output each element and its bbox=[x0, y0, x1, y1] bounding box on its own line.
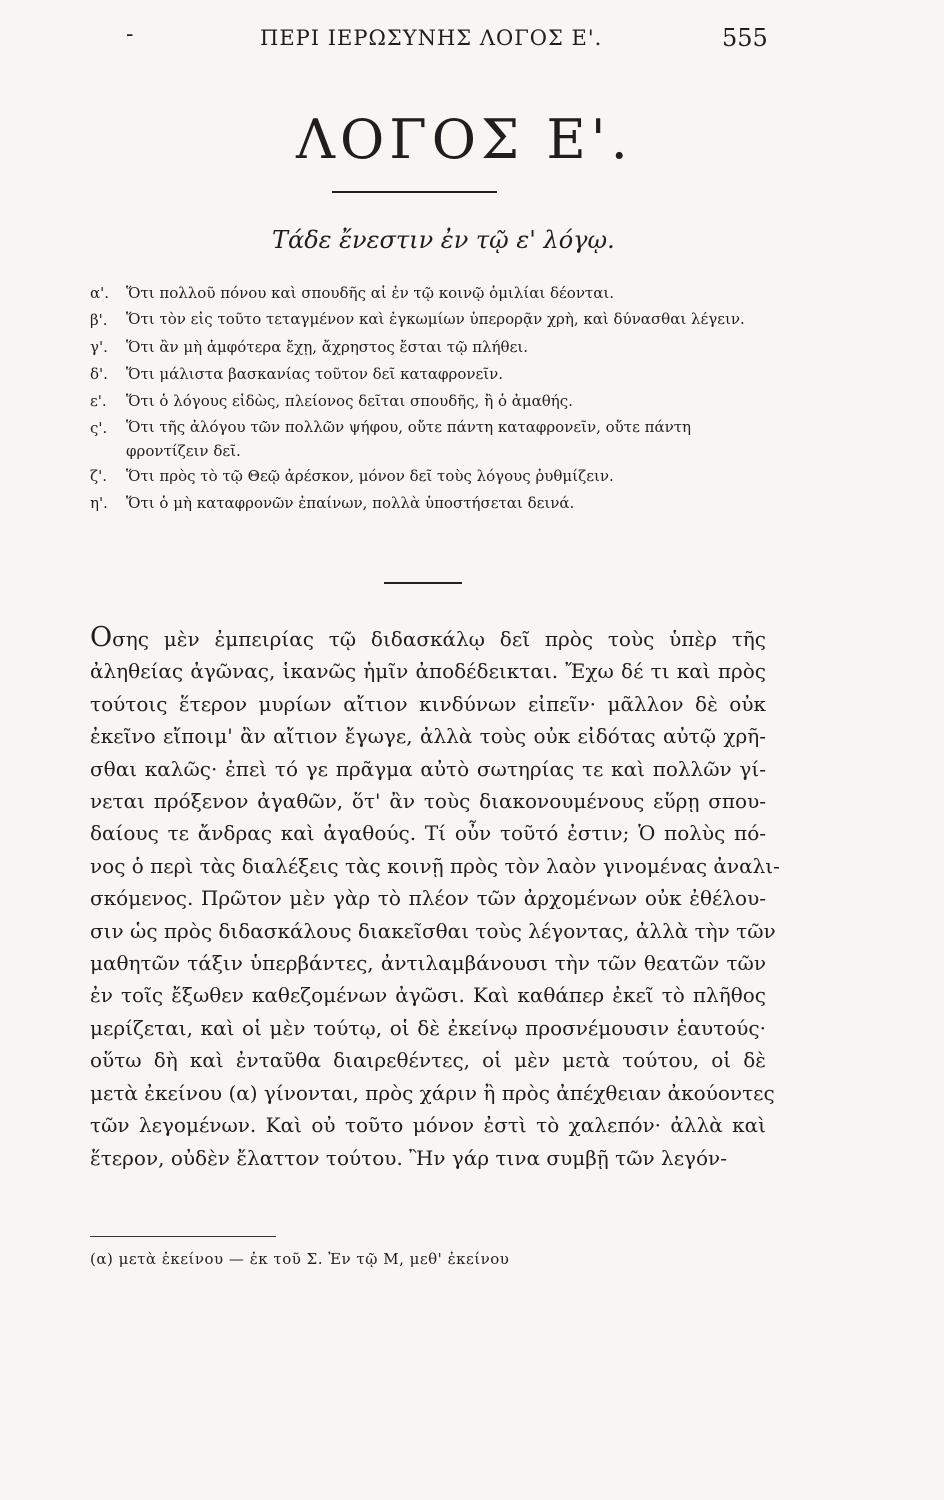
contents-item-number: α'. bbox=[90, 284, 110, 302]
body-text bbox=[90, 622, 780, 1174]
contents-item bbox=[90, 490, 770, 517]
contents-item bbox=[90, 280, 770, 307]
body-line: οὕτω δὴ καὶ ἐνταῦθα διαιρεθέντες, οἱ μὲν μετὰ τούτου, οἱ δὲ bbox=[90, 1048, 766, 1073]
contents-item-text: Ὅτι ὁ μὴ καταφρονῶν ἐπαίνων, πολλὰ ὑποστήσεται δεινά. bbox=[126, 494, 575, 512]
footnote: (α) μετὰ ἐκείνου — ἐκ τοῦ Σ. Ἐν τῷ Μ, μεθ' ἐκείνου bbox=[90, 1250, 510, 1268]
contents-item-text: Ὅτι τῆς ἀλόγου τῶν πολλῶν ψήφου, οὔτε πάντη καταφρονεῖν, οὔτε πάντη φροντίζειν δεῖ. bbox=[126, 418, 692, 460]
contents-item bbox=[90, 388, 770, 415]
contents-item-number: δ'. bbox=[90, 365, 108, 383]
body-line: ἕτερον, οὐδὲν ἔλαττον τούτου. Ἢν γάρ τινα συμβῇ τῶν λεγόν- bbox=[90, 1145, 727, 1170]
body-line: σκόμενος. Πρῶτον μὲν γὰρ τὸ πλέον τῶν ἀρχομένων οὐκ ἐθέλου- bbox=[90, 886, 766, 911]
header-dash: - bbox=[126, 22, 134, 47]
contents-item-text: Ὅτι πολλοῦ πόνου καὶ σπουδῆς αἱ ἐν τῷ κοινῷ ὁμιλίαι δέονται. bbox=[126, 284, 615, 302]
chapter-title: ΛΟΓΟΣ Ε'. bbox=[296, 108, 633, 171]
title-rule bbox=[332, 191, 497, 193]
body-line: μαθητῶν τάξιν ὑπερβάντες, ἀντιλαμβάνουσι τὴν τῶν θεατῶν τῶν bbox=[90, 951, 766, 976]
contents-item-number: ε'. bbox=[90, 392, 107, 410]
body-line bbox=[90, 622, 766, 655]
body-line: ἀληθείας ἀγῶνας, ἱκανῶς ἡμῖν ἀποδέδεικται. Ἔχω δέ τι καὶ πρὸς bbox=[90, 659, 766, 684]
body-line: μερίζεται, καὶ οἱ μὲν τούτῳ, οἱ δὲ ἐκείνῳ προσνέμουσιν ἑαυτούς· bbox=[90, 1015, 766, 1040]
contents-item-number: β'. bbox=[90, 311, 108, 329]
body-line: νος ὁ περὶ τὰς διαλέξεις τὰς κοινῇ πρὸς τὸν λαὸν γινομένας ἀναλι- bbox=[90, 853, 780, 878]
body-line: σθαι καλῶς· ἐπεὶ τό γε πρᾶγμα αὐτὸ σωτηρίας τε καὶ πολλῶν γί- bbox=[90, 756, 766, 781]
contents-item-number: γ'. bbox=[90, 338, 108, 356]
body-line: ἐκεῖνο εἴποιμ' ἂν αἴτιον ἔγωγε, ἀλλὰ τοὺς οὐκ εἰδότας αὐτῷ χρῆ- bbox=[90, 724, 766, 749]
contents-item-text: Ὅτι τὸν εἰς τοῦτο τεταγμένον καὶ ἐγκωμίων ὑπερορᾷν χρὴ, καὶ δύνασθαι λέγειν. bbox=[126, 310, 745, 328]
body-line: μετὰ ἐκείνου (α) γίνονται, πρὸς χάριν ἢ πρὸς ἀπέχθειαν ἀκούοντες bbox=[90, 1080, 775, 1105]
contents-item-text: Ὅτι ἂν μὴ ἀμφότερα ἔχῃ, ἄχρηστος ἔσται τῷ πλήθει. bbox=[126, 338, 529, 356]
contents-item bbox=[90, 334, 770, 361]
running-header: ΠΕΡΙ ΙΕΡΩΣΥΝΗΣ ΛΟΓΟΣ Ε'. bbox=[260, 26, 603, 50]
contents-item bbox=[90, 307, 770, 334]
contents-heading: Τάδε ἔνεστιν ἐν τῷ ε' λόγῳ. bbox=[272, 226, 615, 254]
body-line: σιν ὡς πρὸς διδασκάλους διακεῖσθαι τοὺς λέγοντας, ἀλλὰ τὴν τῶν bbox=[90, 918, 776, 943]
contents-item-number: ς'. bbox=[90, 419, 108, 437]
page-number: 555 bbox=[722, 24, 768, 52]
contents-item bbox=[90, 415, 770, 463]
contents-item-text: Ὅτι πρὸς τὸ τῷ Θεῷ ἀρέσκον, μόνον δεῖ τοὺς λόγους ῥυθμίζειν. bbox=[126, 467, 614, 485]
contents-item-number: ζ'. bbox=[90, 467, 108, 485]
dropcap: Ο bbox=[90, 622, 113, 653]
body-line: τῶν λεγομένων. Καὶ οὐ τοῦτο μόνον ἐστὶ τὸ χαλεπόν· ἀλλὰ καὶ bbox=[90, 1113, 766, 1138]
contents-item-text: Ὅτι μάλιστα βασκανίας τοῦτον δεῖ καταφρονεῖν. bbox=[126, 365, 504, 383]
contents-item-text: Ὅτι ὁ λόγους εἰδὼς, πλείονος δεῖται σπουδῆς, ἢ ὁ ἀμαθής. bbox=[126, 392, 573, 410]
contents-item bbox=[90, 463, 770, 490]
body-line: νεται πρόξενον ἀγαθῶν, ὅτ' ἂν τοὺς διακονουμένους εὕρῃ σπου- bbox=[90, 789, 766, 814]
contents-item-number: η'. bbox=[90, 494, 108, 512]
section-rule bbox=[384, 582, 462, 584]
footnote-rule bbox=[90, 1236, 276, 1237]
body-line: τούτοις ἕτερον μυρίων αἴτιον κινδύνων εἰπεῖν· μᾶλλον δὲ οὐκ bbox=[90, 691, 766, 716]
body-line-text: σης μὲν ἐμπειρίας τῷ διδασκάλῳ δεῖ πρὸς τοὺς ὑπὲρ τῆς bbox=[112, 627, 766, 651]
body-line: ἐν τοῖς ἔξωθεν καθεζομένων ἀγῶσι. Καὶ καθάπερ ἐκεῖ τὸ πλῆθος bbox=[90, 983, 766, 1008]
contents-item bbox=[90, 361, 770, 388]
body-line: δαίους τε ἄνδρας καὶ ἀγαθούς. Τί οὖν τοῦτό ἐστιν; Ὁ πολὺς πό- bbox=[90, 821, 766, 846]
contents-list bbox=[90, 280, 770, 517]
